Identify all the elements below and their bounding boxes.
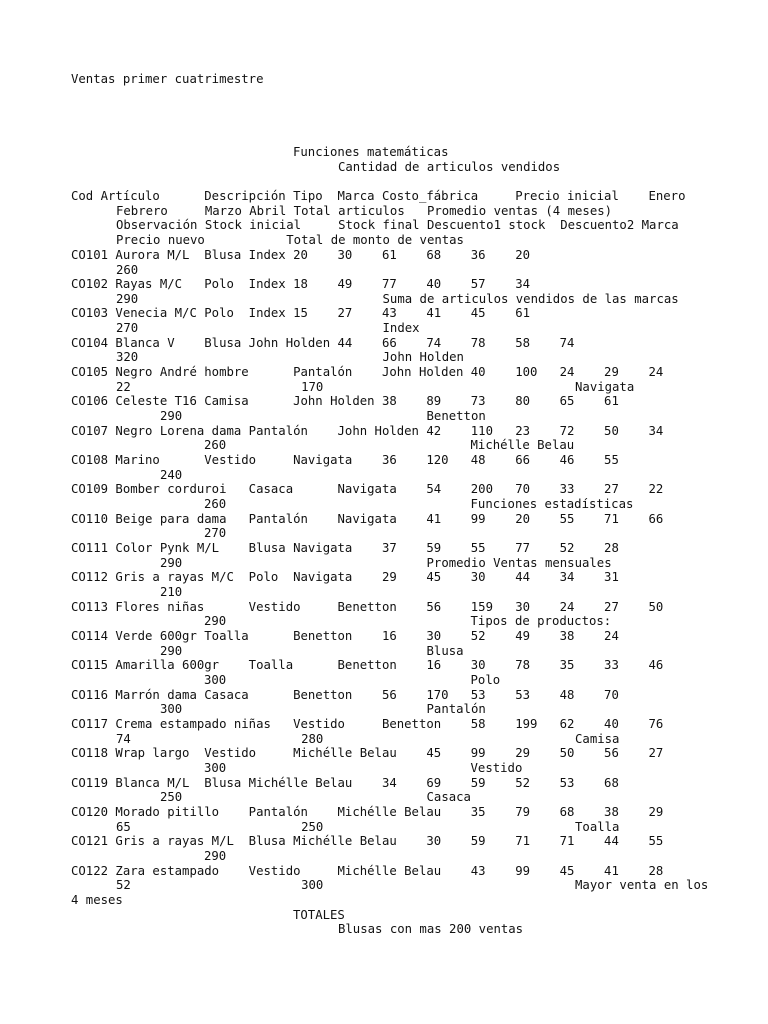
- table-row-continuation: 300 Polo: [204, 673, 501, 687]
- table-row-continuation: 260 Funciones estadísticas: [204, 497, 634, 511]
- table-header-line: Cod Artículo Descripción Tipo Marca Costo_fábrica Precio inicial Enero: [71, 189, 686, 203]
- table-row: CO102 Rayas M/C Polo Index 18 49 77 40 57 34: [71, 277, 531, 291]
- section-subheading: Cantidad de articulos vendidos: [338, 160, 561, 174]
- table-header-line: Febrero Marzo Abril Total articulos Promedio ventas (4 meses): [116, 204, 613, 218]
- table-row-continuation: 260: [116, 263, 139, 277]
- table-row: CO113 Flores niñas Vestido Benetton 56 159 30 24 27 50: [71, 600, 664, 614]
- table-row: CO109 Bomber corduroi Casaca Navigata 54 200 70 33 27 22: [71, 482, 664, 496]
- table-row: CO106 Celeste T16 Camisa John Holden 38 89 73 80 65 61: [71, 394, 619, 408]
- text-wrap-line: 4 meses: [71, 893, 123, 907]
- table-row-continuation: 290 Blusa: [160, 644, 464, 658]
- table-row-continuation: 22 170 Navigata: [116, 380, 635, 394]
- table-row: CO116 Marrón dama Casaca Benetton 56 170 53 53 48 70: [71, 688, 619, 702]
- table-row: CO111 Color Pynk M/L Blusa Navigata 37 59 55 77 52 28: [71, 541, 619, 555]
- table-header-line: Observación Stock inicial Stock final Descuento1 stock Descuento2 Marca: [116, 218, 679, 232]
- table-row-continuation: 290 Promedio Ventas mensuales: [160, 556, 612, 570]
- table-row-continuation: 52 300 Mayor venta en los: [116, 878, 709, 892]
- totals-subheading: Blusas con mas 200 ventas: [338, 922, 524, 936]
- table-row: CO108 Marino Vestido Navigata 36 120 48 66 46 55: [71, 453, 619, 467]
- table-header-line: Precio nuevo Total de monto de ventas: [116, 233, 464, 247]
- table-row: CO105 Negro André hombre Pantalón John Holden 40 100 24 29 24: [71, 365, 664, 379]
- table-row: CO112 Gris a rayas M/C Polo Navigata 29 45 30 44 34 31: [71, 570, 619, 584]
- table-row-continuation: 290: [204, 849, 227, 863]
- table-row-continuation: 250 Casaca: [160, 790, 471, 804]
- table-row: CO122 Zara estampado Vestido Michélle Belau 43 99 45 41 28: [71, 864, 664, 878]
- table-row: CO107 Negro Lorena dama Pantalón John Holden 42 110 23 72 50 34: [71, 424, 664, 438]
- table-row: CO110 Beige para dama Pantalón Navigata 41 99 20 55 71 66: [71, 512, 664, 526]
- table-row: CO117 Crema estampado niñas Vestido Benetton 58 199 62 40 76: [71, 717, 664, 731]
- table-row-continuation: 320 John Holden: [116, 350, 464, 364]
- section-heading: Funciones matemáticas: [293, 145, 449, 159]
- table-row-continuation: 210: [160, 585, 183, 599]
- table-row: CO101 Aurora M/L Blusa Index 20 30 61 68 36 20: [71, 248, 531, 262]
- table-row: CO103 Venecia M/C Polo Index 15 27 43 41 45 61: [71, 306, 531, 320]
- table-row: CO104 Blanca V Blusa John Holden 44 66 74 78 58 74: [71, 336, 575, 350]
- table-row-continuation: 300 Vestido: [204, 761, 523, 775]
- table-row-continuation: 300 Pantalón: [160, 702, 486, 716]
- document-title: Ventas primer cuatrimestre: [71, 72, 264, 86]
- table-row-continuation: 290 Tipos de productos:: [204, 614, 612, 628]
- table-row-continuation: 260 Michélle Belau: [204, 438, 575, 452]
- table-row-continuation: 270: [204, 526, 227, 540]
- table-row-continuation: 74 280 Camisa: [116, 732, 620, 746]
- table-row: CO120 Morado pitillo Pantalón Michélle Belau 35 79 68 38 29: [71, 805, 664, 819]
- table-row-continuation: 240: [160, 468, 183, 482]
- table-row: CO115 Amarilla 600gr Toalla Benetton 16 30 78 35 33 46: [71, 658, 664, 672]
- table-row: CO114 Verde 600gr Toalla Benetton 16 30 52 49 38 24: [71, 629, 619, 643]
- table-row: CO118 Wrap largo Vestido Michélle Belau 45 99 29 50 56 27: [71, 746, 664, 760]
- totals-heading: TOTALES: [293, 908, 345, 922]
- table-row-continuation: 270 Index: [116, 321, 420, 335]
- table-row-continuation: 290 Suma de articulos vendidos de las marcas: [116, 292, 679, 306]
- table-row-continuation: 290 Benetton: [160, 409, 486, 423]
- table-row: CO119 Blanca M/L Blusa Michélle Belau 34 69 59 52 53 68: [71, 776, 619, 790]
- table-row: CO121 Gris a rayas M/L Blusa Michélle Belau 30 59 71 71 44 55: [71, 834, 664, 848]
- table-row-continuation: 65 250 Toalla: [116, 820, 620, 834]
